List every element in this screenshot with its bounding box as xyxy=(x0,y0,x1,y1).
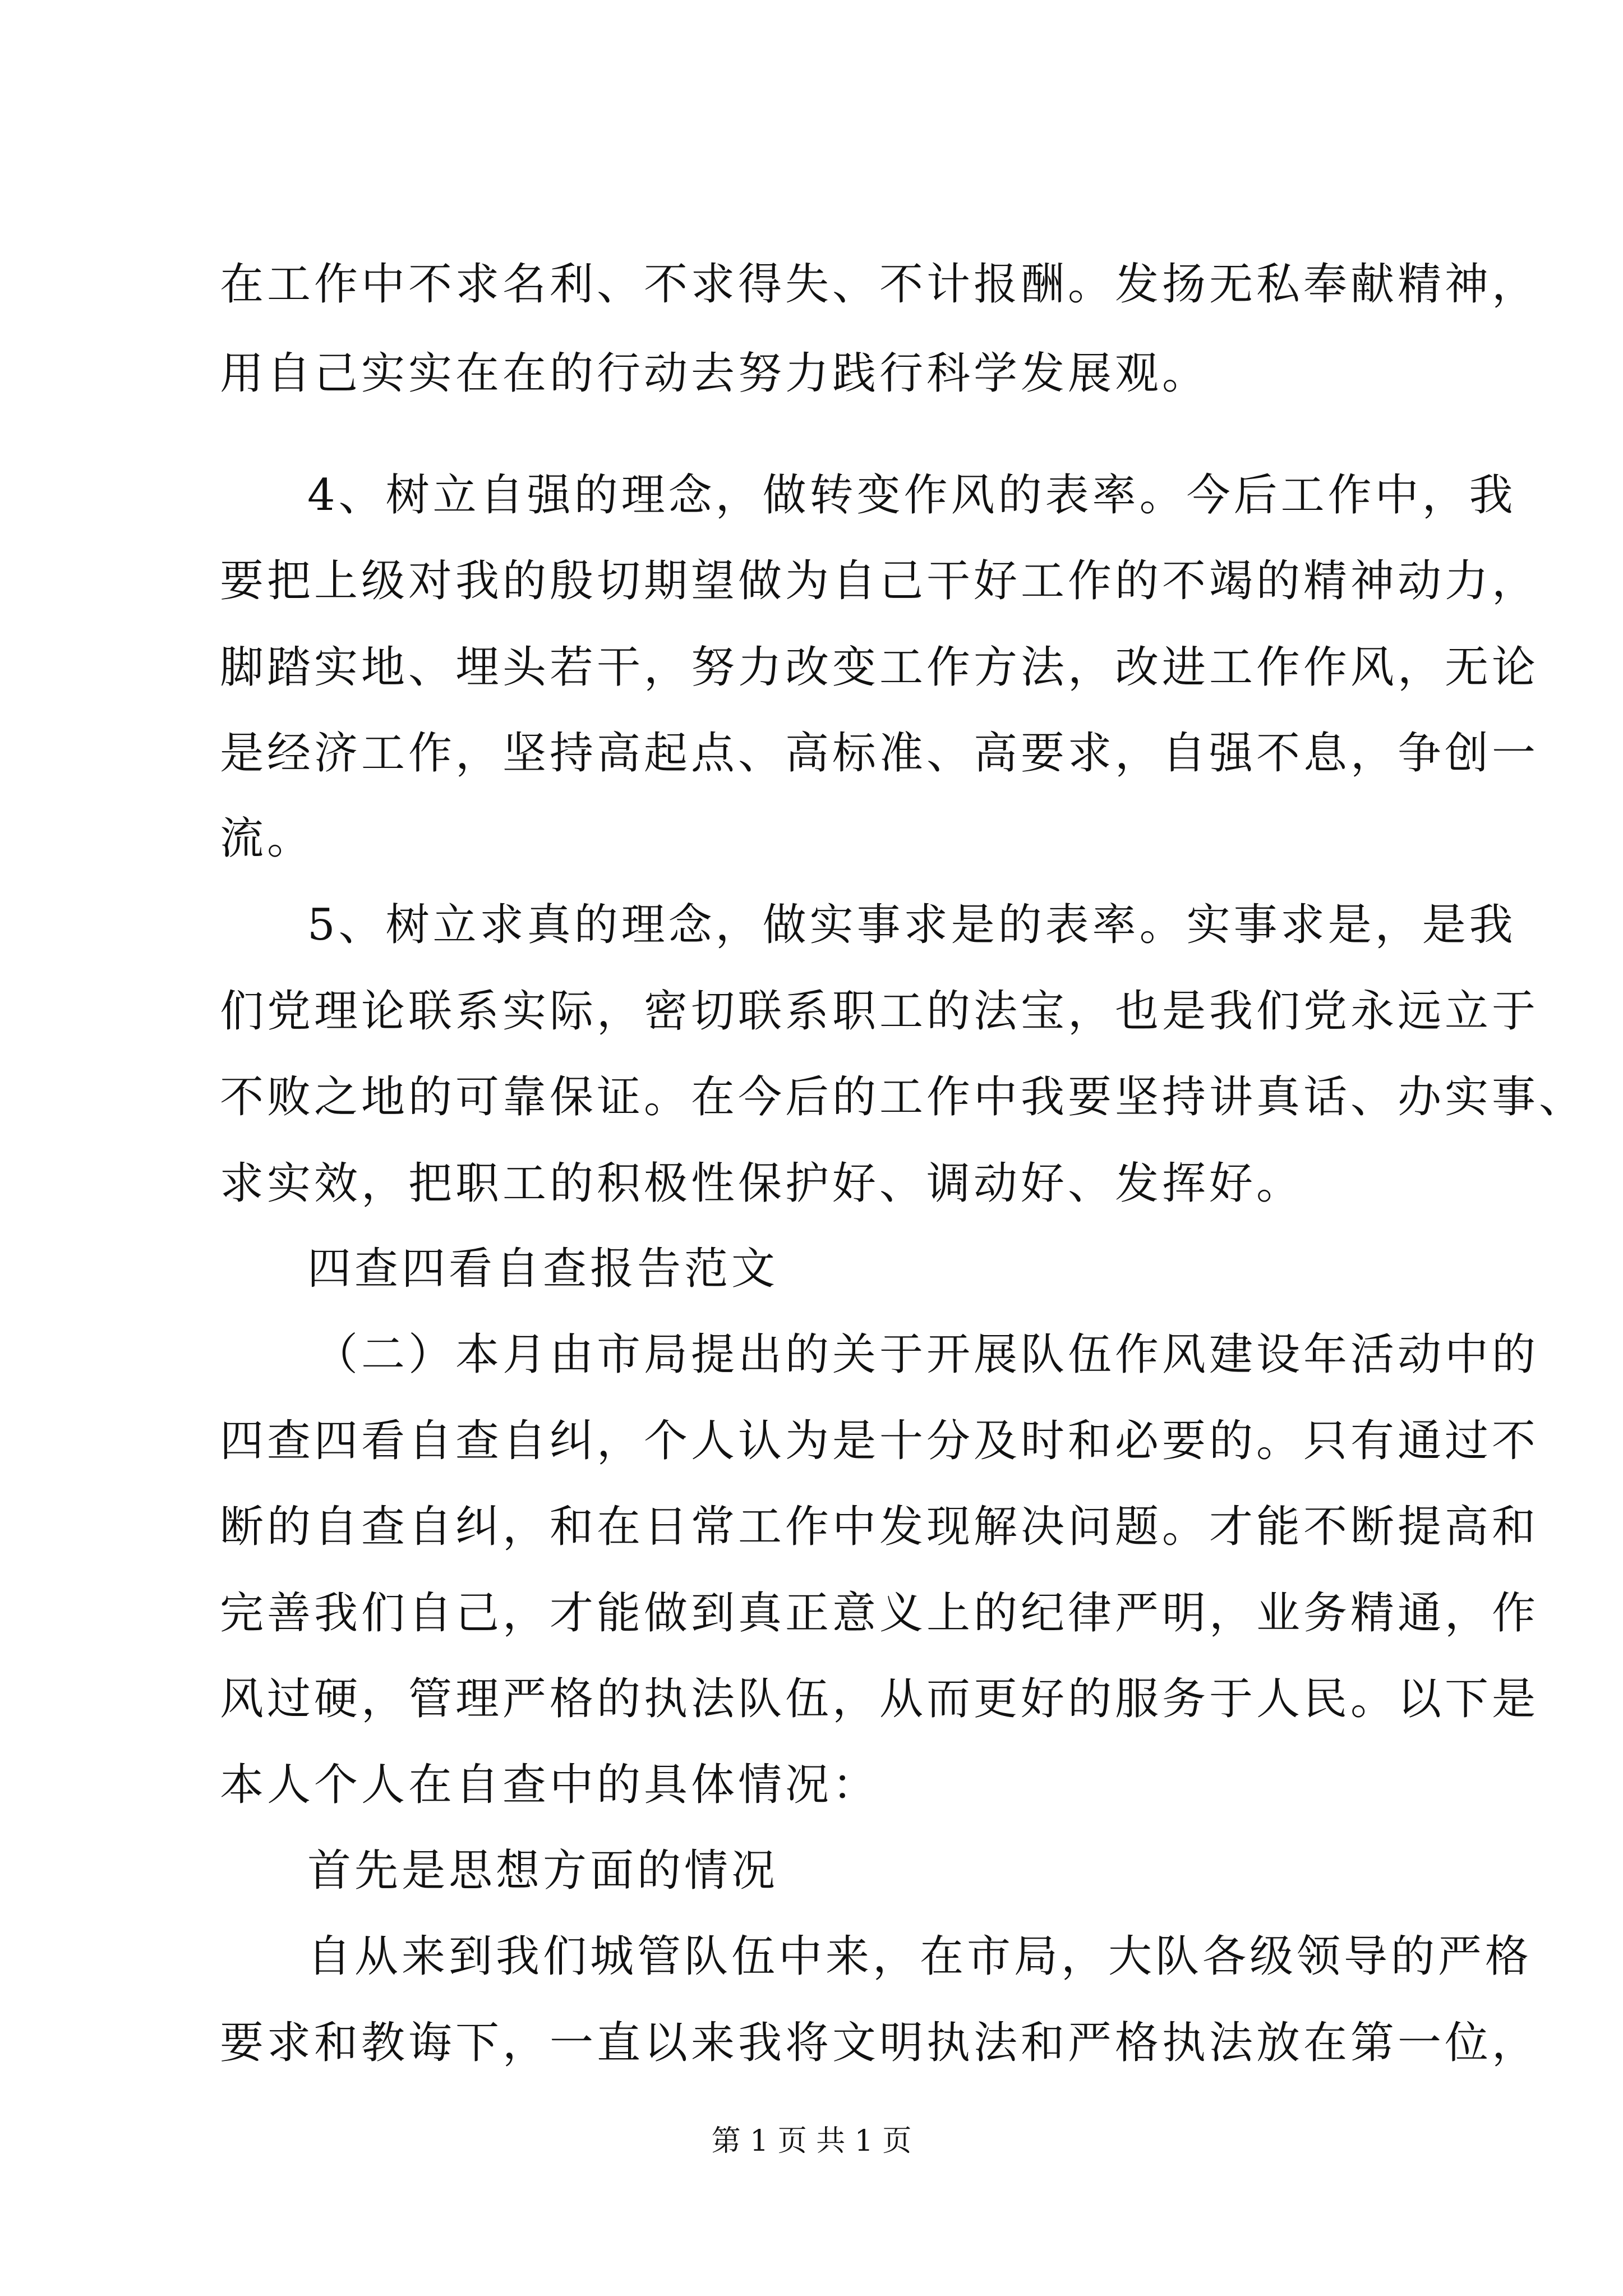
body-line-5: 脚踏实地、埋头若干，努力改变工作方法，改进工作作风，无论 xyxy=(220,642,1539,693)
body-line-7: 流。 xyxy=(220,813,315,864)
body-line-13: （二）本月由市局提出的关于开展队伍作风建设年活动中的 xyxy=(314,1329,1539,1380)
body-line-20: 自从来到我们城管队伍中来，在市局，大队各级领导的严格 xyxy=(307,1931,1533,1982)
body-line-2: 用自己实实在在的行动去努力践行科学发展观。 xyxy=(220,348,1210,399)
body-line-11: 求实效，把职工的积极性保护好、调动好、发挥好。 xyxy=(220,1158,1304,1209)
section-title: 四查四看自查报告范文 xyxy=(307,1244,779,1294)
body-line-16: 完善我们自己，才能做到真正意义上的纪律严明，业务精通，作 xyxy=(220,1588,1539,1639)
body-line-21: 要求和教诲下，一直以来我将文明执法和严格执法放在第一位， xyxy=(220,2018,1539,2068)
body-line-17: 风过硬，管理严格的执法队伍，从而更好的服务于人民。以下是 xyxy=(220,1674,1539,1724)
body-line-10: 不败之地的可靠保证。在今后的工作中我要坚持讲真话、办实事、 xyxy=(220,1072,1587,1122)
body-line-4: 要把上级对我的殷切期望做为自己干好工作的不竭的精神动力， xyxy=(220,556,1539,606)
body-line-18: 本人个人在自查中的具体情况： xyxy=(220,1760,880,1810)
body-line-9: 们党理论联系实际，密切联系职工的法宝，也是我们党永远立于 xyxy=(220,986,1539,1037)
body-line-6: 是经济工作，坚持高起点、高标准、高要求，自强不息，争创一 xyxy=(220,728,1539,779)
body-line-14: 四查四看自查自纠，个人认为是十分及时和必要的。只有通过不 xyxy=(220,1416,1539,1466)
body-line-15: 断的自查自纠，和在日常工作中发现解决问题。才能不断提高和 xyxy=(220,1502,1539,1552)
body-line-1: 在工作中不求名利、不求得失、不计报酬。发扬无私奉献精神， xyxy=(220,259,1539,310)
body-line-8: 5、树立求真的理念，做实事求是的表率。实事求是，是我 xyxy=(307,900,1516,950)
body-line-3: 4、树立自强的理念，做转变作风的表率。今后工作中，我 xyxy=(307,470,1516,521)
page-footer: 第 1 页 共 1 页 xyxy=(711,2124,912,2158)
subsection-heading: 首先是思想方面的情况 xyxy=(307,1846,779,1896)
